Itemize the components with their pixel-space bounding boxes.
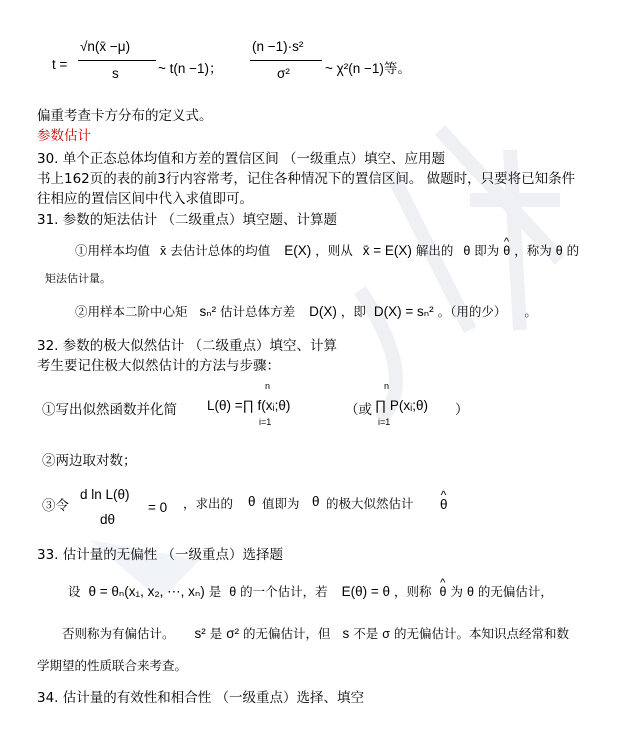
bias-note: 偏重考查卡方分布的定义式。: [37, 108, 213, 124]
likelihood-expr: L(θ) =∏ f(xᵢ;θ): [207, 398, 291, 413]
chi-fraction-bar: [250, 60, 322, 61]
t-lhs: t =: [52, 57, 68, 72]
item34-title: 34. 估计量的有效性和相合性 （一级重点）选择、填空: [37, 690, 365, 706]
prod-bottom-2: i=1: [378, 417, 391, 427]
item33-line3: 学期望的性质联合来考查。: [37, 658, 188, 673]
item30-line1: 书上162页的表的前3行内容常考，记住各种情况下的置信区间。 做题时，只要将已知条件: [37, 171, 576, 187]
item32-step2: ②两边取对数；: [42, 453, 137, 469]
item33-line1: 设 θ = θₙ(x₁, x₂, ⋯, xₙ) 是 θ 的一个估计，若 E(θ) = θ ，则称 ^ θ 为 θ 的无偏估计，: [68, 582, 553, 600]
item31-title: 31. 参数的矩法估计 （二级重点）填空题、计算题: [37, 212, 338, 228]
item31-p1-line2: 矩法估计量。: [45, 272, 111, 285]
section-heading: 参数估计: [37, 128, 91, 144]
dlnL-denominator: dθ: [100, 512, 116, 527]
item32-step3: ③令 d ln L(θ) dθ = 0 ，求出的 θ 值即为 θ 的极大似然估计 ^ θ: [0, 0, 637, 19]
prod-bottom-1: i=1: [259, 417, 272, 427]
likelihood-expr-discrete: ∏ P(xᵢ;θ): [375, 398, 428, 413]
t-denominator: s: [112, 66, 119, 81]
t-rhs: ~ t(n −1)；: [158, 61, 223, 76]
chi-numerator: (n −1)·s²: [252, 39, 304, 54]
item33-title: 33. 估计量的无偏性 （一级重点）选择题: [37, 547, 284, 563]
item30-title: 30. 单个正态总体均值和方差的置信区间 （一级重点）填空、应用题: [37, 151, 446, 167]
prod-top-1: n: [265, 381, 271, 391]
item31-p1: ①用样本均值 x̄ 去估计总体的均值 E(X) ，则从 x̄ = E(X) 解出的 θ 即为 ^ θ ，称为 θ 的: [75, 241, 579, 259]
item33-line2: 否则称为有偏估计。 s² 是 σ² 的无偏估计，但 s 不是 σ 的无偏估计。本知识点经常和数: [62, 626, 569, 641]
item31-p2: ②用样本二阶中心矩 sₙ² 估计总体方差 D(X) ，即 D(X) = sₙ² 。（用的少） 。: [75, 304, 537, 319]
item32-intro: 考生要记住极大似然估计的方法与步骤：: [37, 358, 280, 374]
prod-top-2: n: [384, 381, 390, 391]
chi-denominator: σ²: [277, 66, 290, 81]
t-fraction-bar: [78, 60, 156, 61]
dlnL-numerator: d ln L(θ): [80, 487, 130, 502]
item32-title: 32. 参数的极大似然估计 （二级重点）填空、计算: [37, 338, 338, 354]
chi-rhs: ~ χ²(n −1)等。: [325, 61, 411, 76]
t-numerator: √n(x̄ −μ): [80, 39, 131, 54]
item30-line2: 往相应的置信区间中代入求值即可。: [37, 191, 253, 207]
